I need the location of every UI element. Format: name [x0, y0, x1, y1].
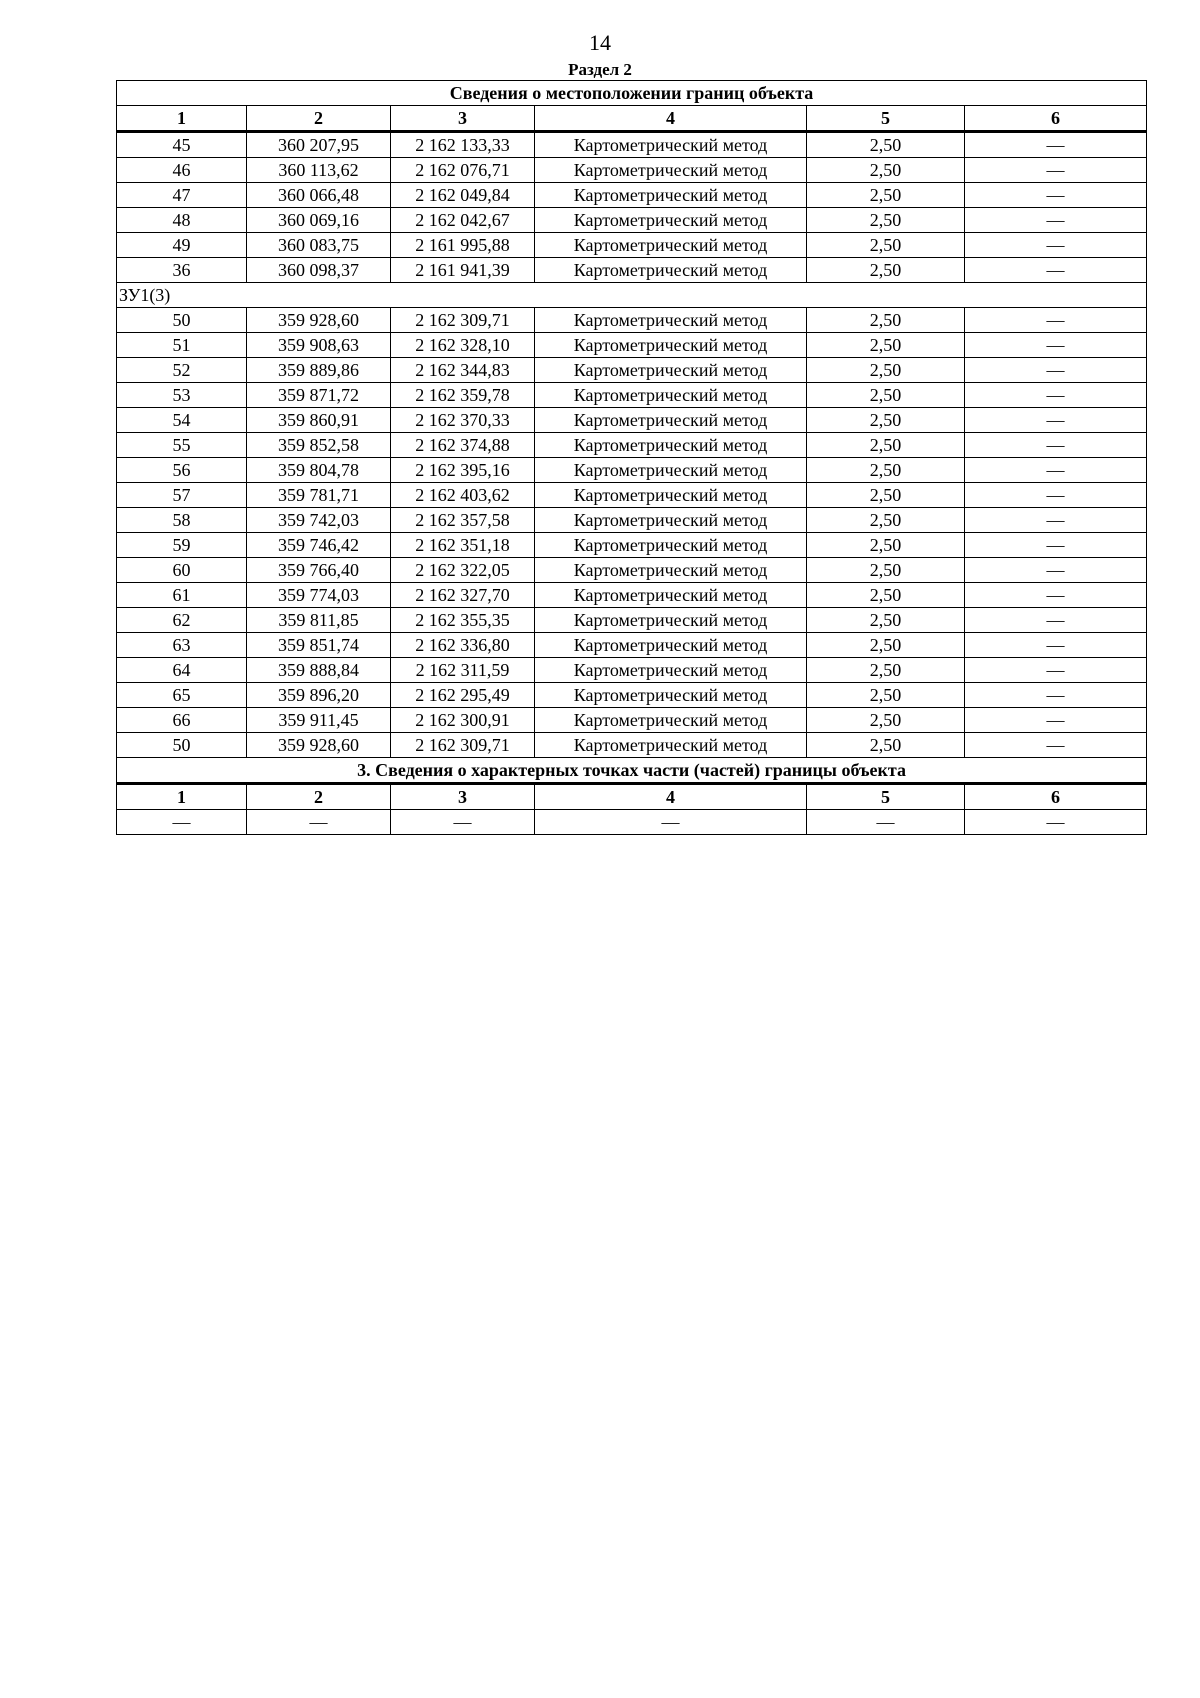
table-cell: 2 162 351,18 — [391, 533, 535, 558]
table-cell: Картометрический метод — [535, 658, 807, 683]
table-cell: 48 — [117, 208, 247, 233]
table-cell: 46 — [117, 158, 247, 183]
table-row — [117, 533, 1147, 558]
table-row — [117, 433, 1147, 458]
table-cell: 359 888,84 — [247, 658, 391, 683]
table-cell: Картометрический метод — [535, 508, 807, 533]
table-cell: Картометрический метод — [535, 358, 807, 383]
table-cell: 54 — [117, 408, 247, 433]
section-title: Раздел 2 — [568, 60, 632, 79]
table-cell: 50 — [117, 733, 247, 758]
table-cell: 359 852,58 — [247, 433, 391, 458]
table-cell: 359 896,20 — [247, 683, 391, 708]
group-label-row — [117, 283, 1147, 308]
table-cell: — — [965, 183, 1147, 208]
table-row — [117, 483, 1147, 508]
table-cell: 359 851,74 — [247, 633, 391, 658]
table-cell: 359 928,60 — [247, 308, 391, 333]
table-cell: 2 162 311,59 — [391, 658, 535, 683]
column-header: 3 — [391, 106, 535, 132]
table-cell: 58 — [117, 508, 247, 533]
table-cell: 2 162 300,91 — [391, 708, 535, 733]
table-cell: Картометрический метод — [535, 608, 807, 633]
group-label: ЗУ1(3) — [117, 283, 1147, 308]
table-header-row — [117, 106, 1147, 132]
table-cell: — — [965, 308, 1147, 333]
table-row — [117, 208, 1147, 233]
table-cell: 47 — [117, 183, 247, 208]
table-cell: 360 207,95 — [247, 132, 391, 158]
table-cell: 61 — [117, 583, 247, 608]
table-cell: — — [965, 233, 1147, 258]
table-cell: 360 113,62 — [247, 158, 391, 183]
table-cell: 2 162 309,71 — [391, 733, 535, 758]
table-cell: 50 — [117, 308, 247, 333]
table-cell: Картометрический метод — [535, 483, 807, 508]
table-cell: — — [965, 208, 1147, 233]
table-cell: Картометрический метод — [535, 308, 807, 333]
table-cell: 359 908,63 — [247, 333, 391, 358]
table-cell: Картометрический метод — [535, 633, 807, 658]
section3-caption: 3. Сведения о характерных точках части (частей) границы объекта — [117, 758, 1147, 784]
table-cell: 2,50 — [807, 333, 965, 358]
table-row — [117, 583, 1147, 608]
table-cell: 2,50 — [807, 158, 965, 183]
table-row — [117, 132, 1147, 158]
table-row — [117, 358, 1147, 383]
table-cell: 2 162 328,10 — [391, 333, 535, 358]
table-cell: 2 162 357,58 — [391, 508, 535, 533]
table-cell: 51 — [117, 333, 247, 358]
table-cell: 2 162 309,71 — [391, 308, 535, 333]
boundary-table-body — [117, 81, 1147, 835]
table-cell: 359 911,45 — [247, 708, 391, 733]
table-cell: 359 860,91 — [247, 408, 391, 433]
table-cell: Картометрический метод — [535, 583, 807, 608]
table-cell: 359 774,03 — [247, 583, 391, 608]
table-cell: 63 — [117, 633, 247, 658]
table-cell: 2 162 049,84 — [391, 183, 535, 208]
table-row — [117, 183, 1147, 208]
table-cell: 2 161 941,39 — [391, 258, 535, 283]
table-cell: 53 — [117, 383, 247, 408]
table-cell: — — [965, 383, 1147, 408]
table-cell: 2 162 355,35 — [391, 608, 535, 633]
table-cell: 2 162 370,33 — [391, 408, 535, 433]
table-cell: — — [965, 683, 1147, 708]
table-cell: — — [965, 558, 1147, 583]
table-cell: 2 162 295,49 — [391, 683, 535, 708]
table-cell: — — [965, 358, 1147, 383]
table-row — [117, 158, 1147, 183]
table-cell: 62 — [117, 608, 247, 633]
table-cell: — — [965, 458, 1147, 483]
section3-header-row — [117, 784, 1147, 810]
table-cell: 2,50 — [807, 383, 965, 408]
table-cell: 2,50 — [807, 258, 965, 283]
table-caption-row — [117, 81, 1147, 106]
table-cell: Картометрический метод — [535, 233, 807, 258]
table-cell: 45 — [117, 132, 247, 158]
table-cell: 2,50 — [807, 132, 965, 158]
table-cell: — — [965, 433, 1147, 458]
page-number: 14 — [589, 30, 611, 55]
table-row — [117, 508, 1147, 533]
table-cell: — — [965, 583, 1147, 608]
table-cell: 2 162 076,71 — [391, 158, 535, 183]
table-cell: 2 162 344,83 — [391, 358, 535, 383]
table-cell: 5 — [807, 784, 965, 810]
table-cell: 2,50 — [807, 208, 965, 233]
table-cell: 2 162 336,80 — [391, 633, 535, 658]
table-row — [117, 608, 1147, 633]
table-cell: 36 — [117, 258, 247, 283]
table-cell: 3 — [391, 784, 535, 810]
table-cell: 360 098,37 — [247, 258, 391, 283]
column-header: 4 — [535, 106, 807, 132]
table-row — [117, 810, 1147, 835]
table-cell: 55 — [117, 433, 247, 458]
table-cell: 6 — [965, 784, 1147, 810]
table-cell: 2 162 395,16 — [391, 458, 535, 483]
table-cell: — — [965, 608, 1147, 633]
column-header: 1 — [117, 106, 247, 132]
table-cell: — — [247, 810, 391, 835]
table-row — [117, 683, 1147, 708]
table-cell: Картометрический метод — [535, 208, 807, 233]
table-cell: — — [965, 333, 1147, 358]
table-cell: 66 — [117, 708, 247, 733]
table-cell: 2,50 — [807, 508, 965, 533]
table-cell: — — [965, 258, 1147, 283]
table-cell: 2,50 — [807, 183, 965, 208]
table-cell: 56 — [117, 458, 247, 483]
column-header: 5 — [807, 106, 965, 132]
table-cell: 4 — [535, 784, 807, 810]
table-cell: 59 — [117, 533, 247, 558]
table-cell: 2,50 — [807, 358, 965, 383]
table-cell: 2 162 403,62 — [391, 483, 535, 508]
table-cell: 360 066,48 — [247, 183, 391, 208]
table-cell: 64 — [117, 658, 247, 683]
column-header: 6 — [965, 106, 1147, 132]
table-cell: 2 162 042,67 — [391, 208, 535, 233]
table-cell: — — [965, 633, 1147, 658]
table-cell: 2,50 — [807, 558, 965, 583]
table-cell: 2,50 — [807, 658, 965, 683]
table-row — [117, 458, 1147, 483]
table-cell: 359 928,60 — [247, 733, 391, 758]
table-cell: Картометрический метод — [535, 533, 807, 558]
table-cell: Картометрический метод — [535, 708, 807, 733]
table-row — [117, 408, 1147, 433]
table-cell: 2,50 — [807, 408, 965, 433]
table-row — [117, 258, 1147, 283]
table-cell: — — [965, 810, 1147, 835]
boundary-table — [116, 80, 1147, 835]
table-cell: Картометрический метод — [535, 408, 807, 433]
table-cell: — — [965, 158, 1147, 183]
table-cell: 2,50 — [807, 533, 965, 558]
table-cell: 2,50 — [807, 433, 965, 458]
table-cell: — — [965, 733, 1147, 758]
table-cell: 360 083,75 — [247, 233, 391, 258]
table-cell: Картометрический метод — [535, 183, 807, 208]
table-cell: 360 069,16 — [247, 208, 391, 233]
table-cell: 359 766,40 — [247, 558, 391, 583]
table-row — [117, 658, 1147, 683]
table-cell: 65 — [117, 683, 247, 708]
section3-caption-row — [117, 758, 1147, 784]
table-cell: — — [965, 508, 1147, 533]
table-cell: 359 781,71 — [247, 483, 391, 508]
table-cell: — — [965, 408, 1147, 433]
table-cell: 2,50 — [807, 233, 965, 258]
table-row — [117, 708, 1147, 733]
table-cell: 359 742,03 — [247, 508, 391, 533]
table-cell: 359 811,85 — [247, 608, 391, 633]
table-caption: Сведения о местоположении границ объекта — [117, 81, 1147, 106]
table-cell: 359 746,42 — [247, 533, 391, 558]
table-cell: — — [965, 533, 1147, 558]
table-row — [117, 333, 1147, 358]
table-cell: Картометрический метод — [535, 433, 807, 458]
table-cell: 2,50 — [807, 733, 965, 758]
table-cell: Картометрический метод — [535, 333, 807, 358]
table-cell: 359 804,78 — [247, 458, 391, 483]
table-cell: — — [807, 810, 965, 835]
table-cell: Картометрический метод — [535, 158, 807, 183]
table-cell: 2,50 — [807, 483, 965, 508]
table-row — [117, 383, 1147, 408]
table-row — [117, 308, 1147, 333]
table-cell: 2 162 359,78 — [391, 383, 535, 408]
table-cell: 2,50 — [807, 308, 965, 333]
table-cell: 57 — [117, 483, 247, 508]
table-cell: — — [965, 483, 1147, 508]
table-cell: 2,50 — [807, 608, 965, 633]
table-cell: Картометрический метод — [535, 458, 807, 483]
table-row — [117, 633, 1147, 658]
table-cell: 359 871,72 — [247, 383, 391, 408]
table-row — [117, 733, 1147, 758]
table-row — [117, 558, 1147, 583]
table-cell: Картометрический метод — [535, 558, 807, 583]
table-cell: 2,50 — [807, 583, 965, 608]
table-cell: Картометрический метод — [535, 132, 807, 158]
table-cell: — — [965, 658, 1147, 683]
table-cell: — — [391, 810, 535, 835]
table-cell: 52 — [117, 358, 247, 383]
table-cell: 2 162 133,33 — [391, 132, 535, 158]
table-cell: 1 — [117, 784, 247, 810]
table-cell: Картометрический метод — [535, 733, 807, 758]
table-cell: 2 — [247, 784, 391, 810]
table-cell: Картометрический метод — [535, 683, 807, 708]
table-cell: Картометрический метод — [535, 258, 807, 283]
column-header: 2 — [247, 106, 391, 132]
table-cell: — — [117, 810, 247, 835]
table-cell: — — [965, 708, 1147, 733]
table-cell: 49 — [117, 233, 247, 258]
table-row — [117, 233, 1147, 258]
table-cell: 60 — [117, 558, 247, 583]
table-cell: 359 889,86 — [247, 358, 391, 383]
table-cell: 2,50 — [807, 708, 965, 733]
table-cell: 2,50 — [807, 633, 965, 658]
table-cell: 2 162 322,05 — [391, 558, 535, 583]
table-cell: — — [965, 132, 1147, 158]
table-cell: 2 162 327,70 — [391, 583, 535, 608]
table-cell: 2 162 374,88 — [391, 433, 535, 458]
table-cell: 2,50 — [807, 683, 965, 708]
table-cell: 2 161 995,88 — [391, 233, 535, 258]
table-cell: 2,50 — [807, 458, 965, 483]
table-cell: Картометрический метод — [535, 383, 807, 408]
table-cell: — — [535, 810, 807, 835]
